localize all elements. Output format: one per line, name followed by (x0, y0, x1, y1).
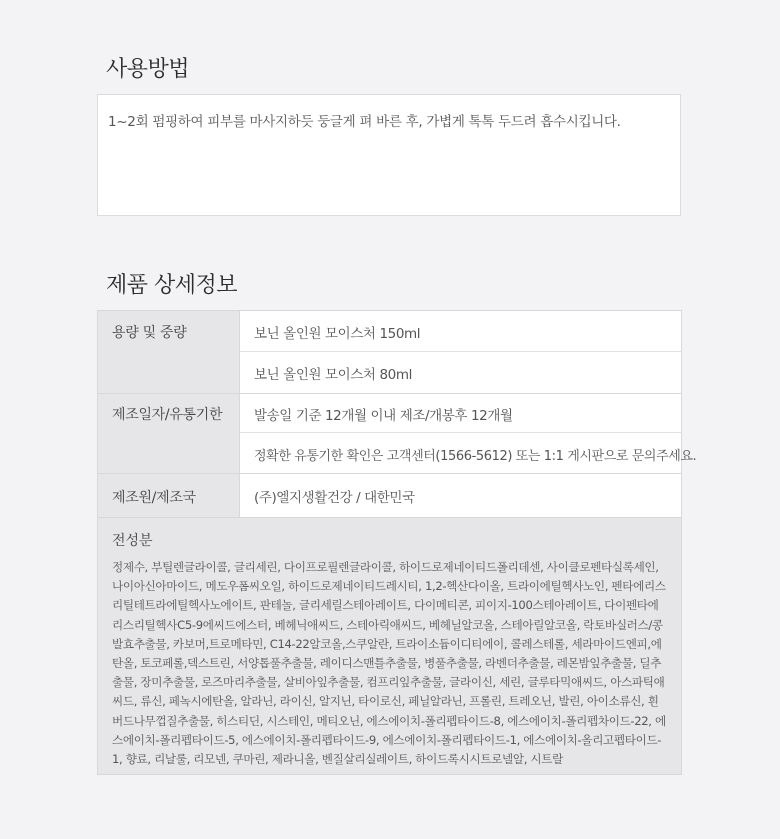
capacity-value-2 (240, 352, 681, 393)
product-detail-table (97, 310, 697, 775)
table-row-expiry (98, 394, 697, 473)
row-label-cell (98, 394, 240, 473)
manufacturer-label: 제조원/제조국 (112, 490, 196, 506)
capacity-value-text: 보닌 올인원 모이스처 80ml (254, 367, 412, 383)
capacity-value-text: 보닌 올인원 모이스처 150ml (254, 326, 421, 342)
usage-title: 사용방법 (106, 57, 190, 82)
table-row-manufacturer (98, 474, 681, 517)
manufacturer-value (240, 474, 681, 517)
ingredients-text: 정제수, 부틸렌글라이콜, 글리세린, 다이프로필렌글라이콜, 하이드로제네이티드폴리데센, 사이클로펜타실록세인,나이아신아마이드, 메도우폼씨오일, 하이드로제네이티드레시티, 1,2-헥산다이올, 트라이에틸헥사노인, 펜타에리스리틸테트라에틸헥사노에이트, 판테놀, 글리세릴스테아레이트, 다이메티콘, 피이지-100스테아레이트, 다이펜타에리스리틸헥사C5-9에씨드에스터, 베헤닉애씨드, 스테아릭애씨드, 베헤닐알코올, 스테아릴알코올, 락토바실러스/콩발효추출물, 카보머,트로메타민, C14-22알코올,스쿠알란, 트라이소듐이디티에이, 콜레스테롤, 세라마이드엔피,에탄올, 토코페롤,덱스트린, 서양톱풀추출물, 레이디스맨틀추출물, 병풀추출물, 라벤더추출물, 레몬밤잎추출물, 딜추출물, 장미추출물, 로즈마리추출물, 살비아잎추출물, 컴프리잎추출물, 글라이신, 세린, 글루타믹애씨드, 아스파틱애씨드, 류신, 페녹시에탄올, 알라닌, 라이신, 알지닌, 타이로신, 페닐알라닌, 프롤린, 트레오닌, 발린, 아이소류신, 흰버드나무껍질추출물, 히스티딘, 시스테인, 메티오닌, 에스에이치-폴리펩타이드-8, 에스에이치-폴리펩차이드-22, 에스에이치-폴리펩타이드-5, 에스에이치-폴리펩타이드-9, 에스에이치-폴리펩타이드-1, 에스에이치-올리고펩타이드-1, 향료, 리날룰, 리모넨, 쿠마린, 제라니올, 벤질살리실레이트, 하이드록시시트로넬알, 시트랄 (112, 560, 666, 767)
expiry-label: 제조일자/유통기한 (112, 407, 223, 423)
expiry-value-1 (240, 394, 681, 433)
row-label-cell (98, 474, 240, 517)
row-label-cell (98, 311, 240, 393)
table-row-capacity (98, 311, 681, 393)
manufacturer-value-text: (주)엘지생활건강 / 대한민국 (254, 490, 415, 506)
expiry-value-text: 정확한 유통기한 확인은 고객센터(1566-5612) 또는 1:1 게시판으로 문의주세요. (254, 449, 697, 464)
expiry-value-2 (240, 433, 697, 473)
usage-text: 1~2회 펌핑하여 피부를 마사지하듯 둥글게 펴 바른 후, 가볍게 톡톡 두드려 흡수시킵니다. (108, 114, 621, 130)
capacity-label: 용량 및 중량 (112, 325, 187, 341)
capacity-value-1 (240, 311, 681, 352)
expiry-value-text: 발송일 기준 12개월 이내 제조/개봉후 12개월 (254, 408, 513, 424)
details-title: 제품 상세정보 (106, 273, 238, 298)
usage-box (97, 94, 681, 216)
ingredients-label: 전성분 (112, 533, 153, 549)
ingredients-block (98, 518, 681, 774)
